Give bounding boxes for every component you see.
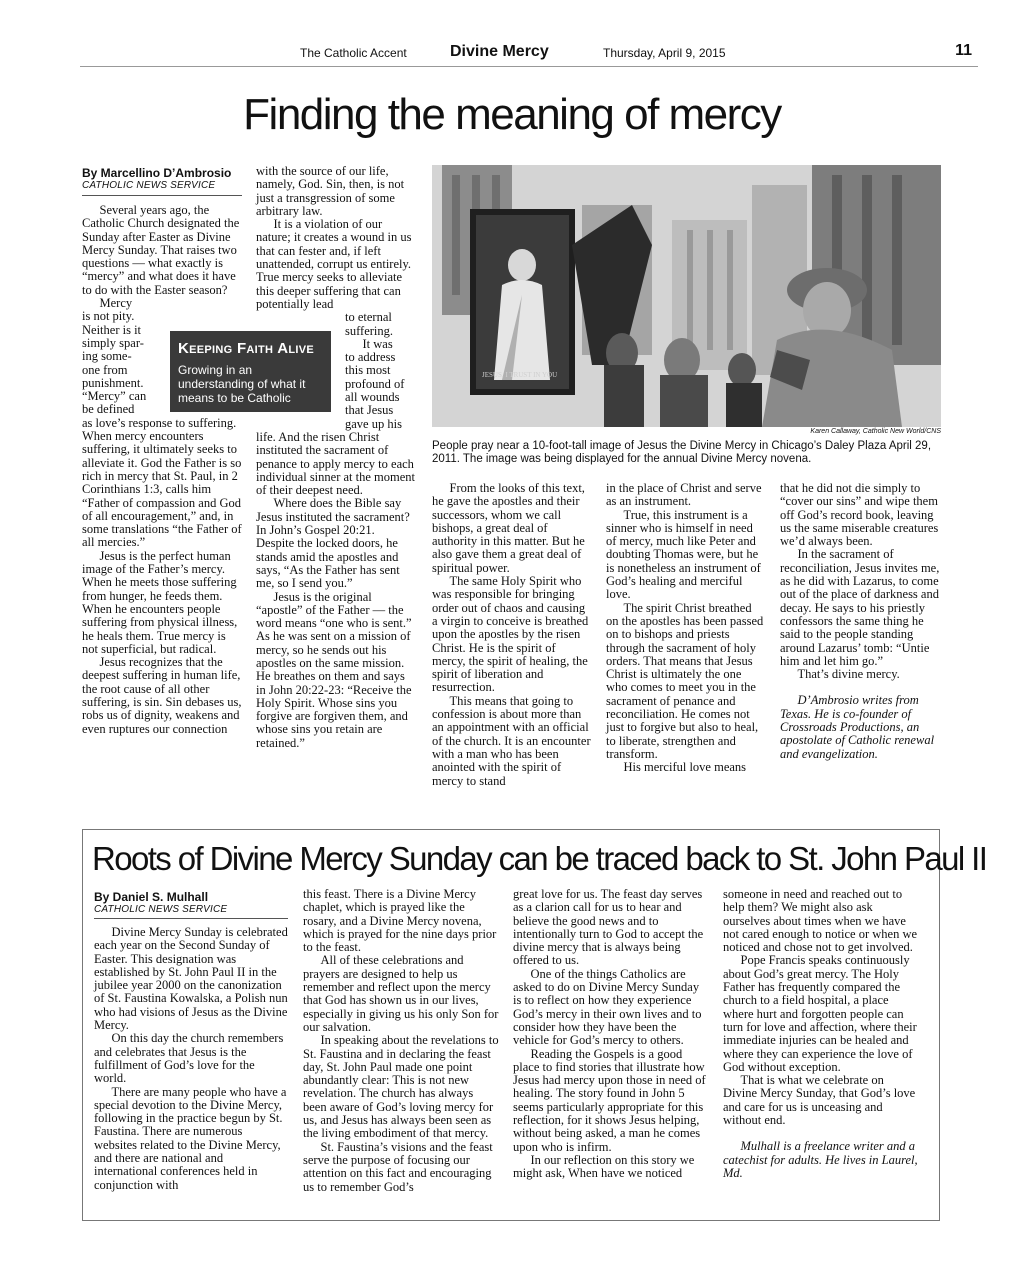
photo-credit: Karen Callaway, Catholic New World/CNS <box>810 428 941 435</box>
banner-text: JESUS, I TRUST IN YOU <box>482 371 558 379</box>
paragraph-line: to address <box>345 350 396 365</box>
paragraph-line: punishment. <box>82 375 144 390</box>
author-bio: Mulhall is a freelance writer and a catechist for adults. He lives in Laurel, Md. <box>723 1139 918 1180</box>
paragraph: with the source of our life, namely, God. Sin, then, is not just a transgression of some arbitrary law. <box>256 164 405 218</box>
paragraph-line: be defined <box>82 402 135 417</box>
article1-agency: CATHOLIC NEWS SERVICE <box>82 180 216 191</box>
paragraph: It is a violation of our nature; it creates a wound in us that can fester and, if left unattended, corrupt us entirely. True mercy seeks to alleviate this deeper suffering that can potentially lead <box>256 217 412 311</box>
paragraph-line: gave up his <box>345 416 402 431</box>
paragraph-line: “Mercy” can <box>82 389 147 404</box>
paragraph: There are many people who have a special devotion to the Divine Mercy, following in the practice begun by St. Faustina. There are numerous websites related to the Divine Mercy, and there are national and international conferences held in conjunction with <box>94 1084 287 1192</box>
paragraph-line: suffering. <box>345 323 394 338</box>
paragraph: Several years ago, the Catholic Church designated the Sunday after Easter as Divine Mercy Sunday. That raises two questions — what exactly is “mercy” and what does it have to do with the Easter season? <box>82 203 240 297</box>
paragraph: Divine Mercy Sunday is celebrated each year on the Second Sunday of Easter. This designation was established by St. John Paul II in the jubilee year 2000 on the canonization of St. Faustina Kowalska, a Polish nun who had visions of Jesus as the Divine Mercy. <box>94 925 288 1033</box>
paragraph-line: that Jesus <box>345 403 394 418</box>
sidebar-text: Growing in an understanding of what it means to be Catholic <box>178 363 306 405</box>
paragraph: In speaking about the revelations to St. Faustina and in declaring the feast day, St. John Paul made one point abundantly clear: This is not new revelation. The church has always been aware of God’s loving mercy for us, and Jesus has always been seen as the living embodiment of that mercy. <box>303 1033 499 1141</box>
paragraph: Mercy <box>99 296 133 311</box>
paragraph: True, this instrument is a sinner who is himself in need of mercy, much like Peter and doubting Thomas were, but he is nonetheless an instrument of God’s healing and merciful love. <box>606 507 761 602</box>
article2-byline: By Daniel S. Mulhall <box>94 890 209 904</box>
paragraph-line: this most <box>345 363 391 378</box>
article2-headline: Roots of Divine Mercy Sunday can be traced back to St. John Paul II <box>92 840 987 877</box>
byline-rule <box>94 918 288 919</box>
paragraph: From the looks of this text, he gave the apostles and their successors, whom we call bishops, a great deal of authority in this matter. But he also gave them a great deal of spiritual power. <box>432 481 585 575</box>
paragraph-line: It was <box>362 336 393 351</box>
paragraph: Jesus is the perfect human image of the Father’s mercy. When he meets those suffering from hunger, he feeds them. When he encounters people suffering from physical illness, he heals them. True mercy is not superficial, but radical. <box>82 548 238 656</box>
paragraph: In our reflection on this story we might ask, When have we noticed <box>513 1152 695 1181</box>
paragraph: All of these celebrations and prayers are designed to help us remember and reflect upon the mercy that God has shown us in our lives, especially in giving us his only Son for our salvation. <box>303 953 499 1034</box>
issue-date: Thursday, April 9, 2015 <box>603 46 726 60</box>
paragraph-line: one from <box>82 362 128 377</box>
paragraph-line: ing some- <box>82 349 132 364</box>
paragraph-line: Neither is it <box>82 322 142 337</box>
paragraph: Jesus recognizes that the deepest suffering in human life, the root cause of all other suffering, is sin. Sin debases us, robs us of dignity, weakens and even ruptures our connection <box>82 655 242 736</box>
article1-byline: By Marcellino D’Ambrosio <box>82 166 232 180</box>
paragraph: The spirit Christ breathed on the apostles has been passed on to bishops and priests through the sacrament of holy orders. That means that Jesus Christ is ultimately the one who comes to meet you in the sacrament of penance and reconciliation. He comes not just to forgive but also to heal, to liberate, strengthen and transform. <box>606 600 764 761</box>
article1-column-1 <box>82 204 242 736</box>
paragraph-line: profound of <box>345 376 405 391</box>
page-number: 11 <box>955 42 972 59</box>
article1-headline: Finding the meaning of mercy <box>243 90 781 139</box>
paragraph: That is what we celebrate on Divine Mercy Sunday, that God’s love and care for us is unceasing and without end. <box>723 1073 916 1128</box>
article2-column-2 <box>303 888 499 1194</box>
paragraph: Pope Francis speaks continuously about God’s great mercy. The Holy Father has frequently compared the church to a field hospital, a place where hurt and forgotten people can turn for love and affection, where their immediate injuries can be healed and where they can experience the love of God without exception. <box>723 953 917 1074</box>
paragraph: great love for us. The feast day serves as a clarion call for us to hear and believe the good news and to intentionally turn to God to accept the divine mercy that is always being offered to us. <box>513 887 704 968</box>
paragraph: in the place of Christ and serve as an instrument. <box>606 481 762 509</box>
paragraph: In the sacrament of reconciliation, Jesus invites me, as he did with Lazarus, to come out of the place of darkness and decay. He says to his priestly confessors the same thing he said to the people standing around Lazarus’ tomb: “Untie him and let him go.” <box>780 547 940 668</box>
paragraph: On this day the church remembers and celebrates that Jesus is the fulfillment of God’s love for the world. <box>94 1031 284 1086</box>
newspaper-name: The Catholic Accent <box>300 46 407 60</box>
paragraph: life. And the risen Christ instituted the sacrament of penance to apply mercy to each individual sinner at the moment of their deepest need. <box>256 429 415 498</box>
article1-column-2 <box>256 165 416 750</box>
article2-column-4 <box>723 888 919 1180</box>
paragraph: His merciful love means <box>623 760 747 775</box>
paragraph-line: is not pity. <box>82 309 135 324</box>
photo-caption: People pray near a 10-foot-tall image of Jesus the Divine Mercy in Chicago’s Daley Plaza April 29, 2011. The image was being displayed for the annual Divine Mercy novena. <box>432 440 932 465</box>
paragraph: someone in need and reached out to help them? We might also ask ourselves about times when we have not cared enough to notice or when we noticed and chose not to get involved. <box>723 887 918 955</box>
photo-illustration <box>432 165 941 427</box>
paragraph: Jesus is the original “apostle” of the Father — the word means “one who is sent.” As he was sent on a mission of mercy, so he sends out his apostles on the same mission. He breathes on them and says in John 20:22-23: “Receive the Holy Spirit. Whose sins you forgive are forgiven them, and whose sins you retain are retained.” <box>256 589 412 750</box>
article1-column-5 <box>780 482 940 761</box>
divine-mercy-photo <box>432 165 941 427</box>
author-bio: D’Ambrosio writes from Texas. He is co-founder of Crossroads Productions, an apostolate of Catholic renewal and evangelization. <box>780 693 935 761</box>
paragraph-line: all wounds <box>345 390 400 405</box>
paragraph: This means that going to confession is about more than an appointment with an official of the church. It is an encounter with a man who has been anointed with the spirit of mercy to stand <box>432 693 591 788</box>
article2-column-3 <box>513 888 709 1181</box>
article1-column-4 <box>606 482 766 775</box>
section-title: Divine Mercy <box>450 43 549 60</box>
paragraph: Reading the Gospels is a good place to find stories that illustrate how Jesus had mercy upon those in need of healing. The story found in John 5 seems particularly appropriate for this reflection, for it shows Jesus helping, without being asked, a man he comes upon who is infirm. <box>513 1046 706 1154</box>
sidebar-title: Keeping Faith Alive <box>178 340 314 357</box>
paragraph: Where does the Bible say Jesus instituted the sacrament? In John’s Gospel 20:21. Despite the locked doors, he stands amid the apostles and says, “As the Father has sent me, so I send you.” <box>256 496 410 591</box>
paragraph-line: to eternal <box>345 310 392 325</box>
paragraph: That’s divine mercy. <box>797 667 900 682</box>
paragraph: One of the things Catholics are asked to do on Divine Mercy Sunday is to reflect on how they experience God’s mercy in their own lives and to consider how they have been the vehicle for God’s mercy to others. <box>513 966 702 1048</box>
article2-agency: CATHOLIC NEWS SERVICE <box>94 904 228 915</box>
byline-rule <box>82 195 242 196</box>
paragraph-line: simply spar- <box>82 335 144 350</box>
paragraph: The same Holy Spirit who was responsible for bringing order out of chaos and causing a virgin to conceive is breathed upon the apostles by the risen Christ. He is the spirit of mercy, the spirit of healing, the spirit of liberation and resurrection. <box>432 574 589 695</box>
article2-column-1 <box>94 926 288 1192</box>
paragraph: St. Faustina’s visions and the feast serve the purpose of focusing our attention on this fact and encouraging us to remember God’s <box>303 1139 493 1194</box>
paragraph: this feast. There is a Divine Mercy chaplet, which is prayed like the rosary, and a Divine Mercy novena, which is prayed for the nine days prior to the feast. <box>303 887 497 955</box>
paragraph: that he did not die simply to “cover our sins” and wipe them off God’s record book, leaving us the same miserable creatures we’d always been. <box>780 481 939 549</box>
article1-column-3 <box>432 482 592 788</box>
paragraph: as love’s response to suffering. When mercy encounters suffering, it ultimately seeks to alleviate it. God the Father is so rich in mercy that St. Paul, in 2 Corinthians 1:3, calls him “Father of compassion and God of all encouragement,” and, in some translations “the Father of all mercies.” <box>82 415 242 550</box>
wrapped-lines <box>256 311 416 431</box>
masthead-rule <box>80 66 978 67</box>
